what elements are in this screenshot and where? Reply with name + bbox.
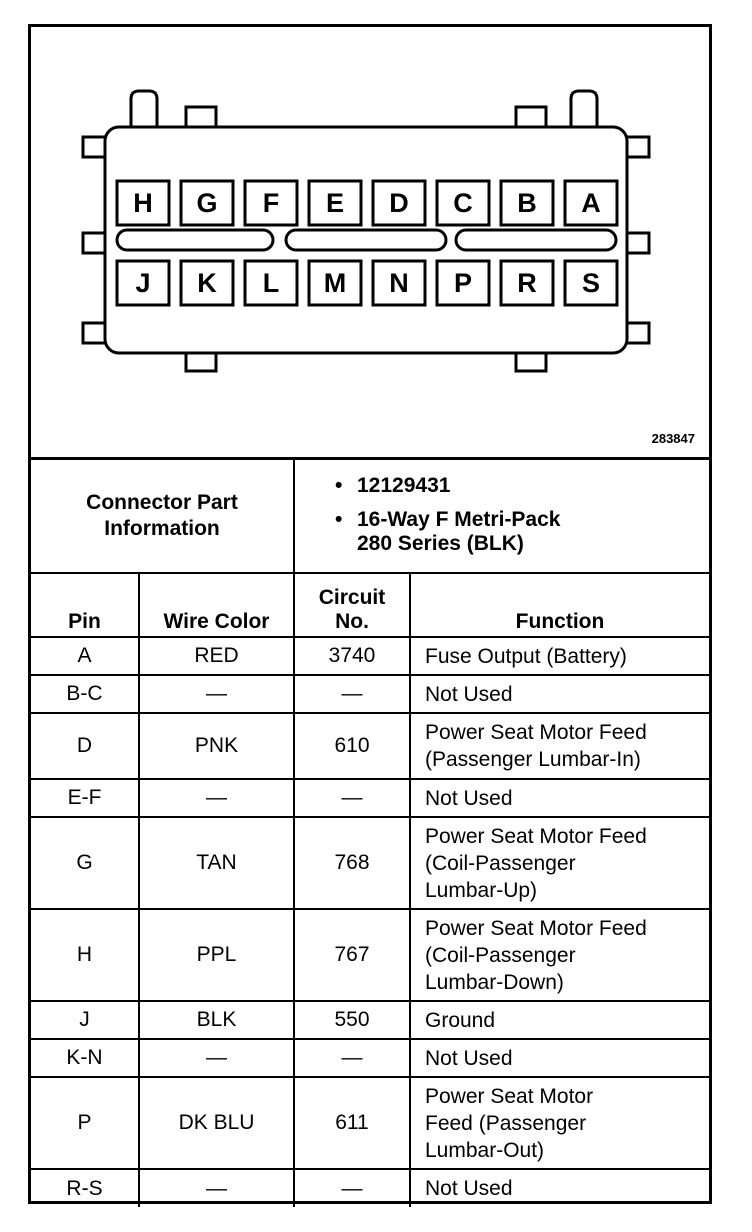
side-tab-left-mid — [83, 233, 107, 253]
pin-cell: G — [31, 817, 139, 909]
function-cell — [410, 713, 709, 779]
circuit-cell: — — [294, 675, 410, 713]
table-row — [31, 779, 709, 817]
connector-type-line2: 280 Series (BLK) — [357, 532, 524, 555]
function-line: (Passenger Lumbar-In) — [425, 748, 641, 771]
header-wire-color: Wire Color — [139, 573, 294, 637]
function-cell — [410, 909, 709, 1001]
pin-label-j: J — [135, 268, 151, 298]
function-line: Ground — [425, 1008, 496, 1032]
function-line: Power Seat Motor Feed — [425, 824, 647, 848]
part-info-row — [31, 459, 709, 574]
function-line: Lumbar-Down) — [425, 970, 564, 994]
header-function: Function — [410, 573, 709, 637]
function-cell — [410, 637, 709, 675]
pin-cell: E-F — [31, 779, 139, 817]
pin-label-l: L — [262, 268, 280, 298]
circuit-cell: 3740 — [294, 637, 410, 675]
side-tab-right-mid — [625, 233, 649, 253]
bullet: • — [335, 474, 343, 497]
polarization-slot-center — [286, 230, 446, 250]
pin-cell: K-N — [31, 1039, 139, 1077]
function-cell — [410, 817, 709, 909]
part-info-label-line2: Information — [104, 517, 220, 540]
pin-label-f: F — [262, 188, 280, 218]
function-line: Power Seat Motor Feed — [425, 916, 647, 940]
part-info-items — [294, 459, 709, 574]
function-line: Not Used — [425, 682, 513, 706]
pin-label-e: E — [325, 188, 345, 218]
function-cell — [410, 1039, 709, 1077]
header-circuit-line1: Circuit — [318, 586, 386, 609]
side-tab-left-bottom — [83, 323, 107, 343]
pin-label-n: N — [389, 268, 409, 298]
part-info-label-line1: Connector Part — [86, 491, 238, 514]
bullet: • — [335, 508, 343, 531]
wire-color-cell: RED — [139, 637, 294, 675]
wire-color-cell: — — [139, 1169, 294, 1207]
circuit-cell: 611 — [294, 1077, 410, 1169]
function-line: Not Used — [425, 1046, 513, 1070]
header-circuit-line2: No. — [335, 610, 369, 633]
pin-label-c: C — [453, 188, 473, 218]
pin-cell: H — [31, 909, 139, 1001]
pin-label-s: S — [581, 268, 601, 298]
pin-cell: B-C — [31, 675, 139, 713]
circuit-cell: — — [294, 779, 410, 817]
side-tab-left-top — [83, 137, 107, 157]
header-row — [31, 573, 709, 637]
pin-cell: A — [31, 637, 139, 675]
pin-cell: J — [31, 1001, 139, 1039]
function-cell — [410, 1169, 709, 1207]
table-row — [31, 675, 709, 713]
circuit-cell: 550 — [294, 1001, 410, 1039]
wire-color-cell: DK BLU — [139, 1077, 294, 1169]
circuit-cell: 610 — [294, 713, 410, 779]
pin-label-d: D — [389, 188, 409, 218]
pinout-table — [31, 457, 709, 1207]
pin-label-g: G — [196, 188, 218, 218]
function-line: Lumbar-Out) — [425, 1138, 545, 1162]
function-cell — [410, 779, 709, 817]
pin-label-k: K — [197, 268, 217, 298]
circuit-cell: 768 — [294, 817, 410, 909]
function-line: (Coil-Passenger — [425, 943, 576, 967]
connector-type-line1: 16-Way F Metri-Pack — [357, 508, 561, 531]
wire-color-cell: — — [139, 1039, 294, 1077]
side-tab-right-top — [625, 137, 649, 157]
circuit-cell: 767 — [294, 909, 410, 1001]
wire-color-cell: — — [139, 675, 294, 713]
function-line: (Coil-Passenger — [425, 851, 576, 875]
wire-color-cell: TAN — [139, 817, 294, 909]
function-line: Lumbar-Up) — [425, 878, 538, 902]
wire-color-cell: PNK — [139, 713, 294, 779]
pin-label-b: B — [517, 188, 537, 218]
pin-label-a: A — [581, 188, 601, 218]
table-row — [31, 817, 709, 909]
pin-label-r: R — [517, 268, 537, 298]
function-line: Not Used — [425, 786, 513, 810]
connector-type-item — [335, 508, 709, 556]
function-line: Power Seat Motor Feed — [425, 721, 647, 744]
pin-label-m: M — [323, 268, 347, 298]
connector-type — [357, 508, 560, 556]
circuit-cell: — — [294, 1169, 410, 1207]
header-pin: Pin — [31, 573, 139, 637]
header-circuit — [294, 573, 410, 637]
function-line: Not Used — [425, 1177, 513, 1200]
function-cell — [410, 675, 709, 713]
pin-label-p: P — [453, 268, 473, 298]
table-row — [31, 1001, 709, 1039]
wire-color-cell: PPL — [139, 909, 294, 1001]
pin-label-h: H — [133, 188, 153, 218]
table-row — [31, 713, 709, 779]
table-row — [31, 909, 709, 1001]
connector-drawing — [31, 27, 709, 457]
function-cell — [410, 1077, 709, 1169]
polarization-slot-left — [117, 230, 273, 250]
wire-color-cell: — — [139, 779, 294, 817]
function-line: Fuse Output (Battery) — [425, 644, 627, 668]
table-row — [31, 1039, 709, 1077]
connector-diagram — [31, 27, 709, 457]
table-row — [31, 1077, 709, 1169]
table-row — [31, 637, 709, 675]
pin-cell: R-S — [31, 1169, 139, 1207]
polarization-slot-right — [456, 230, 616, 250]
wire-color-cell: BLK — [139, 1001, 294, 1039]
function-cell — [410, 1001, 709, 1039]
side-tab-right-bottom — [625, 323, 649, 343]
pin-cell: D — [31, 713, 139, 779]
figure-id: 283847 — [651, 431, 695, 446]
connector-sheet — [28, 24, 712, 1204]
function-line: Feed (Passenger — [425, 1111, 587, 1135]
part-number-item — [335, 474, 709, 498]
function-line: Power Seat Motor — [425, 1084, 594, 1108]
circuit-cell: — — [294, 1039, 410, 1077]
part-info-label — [31, 459, 294, 574]
pin-cell: P — [31, 1077, 139, 1169]
part-number: 12129431 — [357, 474, 451, 497]
table-row — [31, 1169, 709, 1207]
